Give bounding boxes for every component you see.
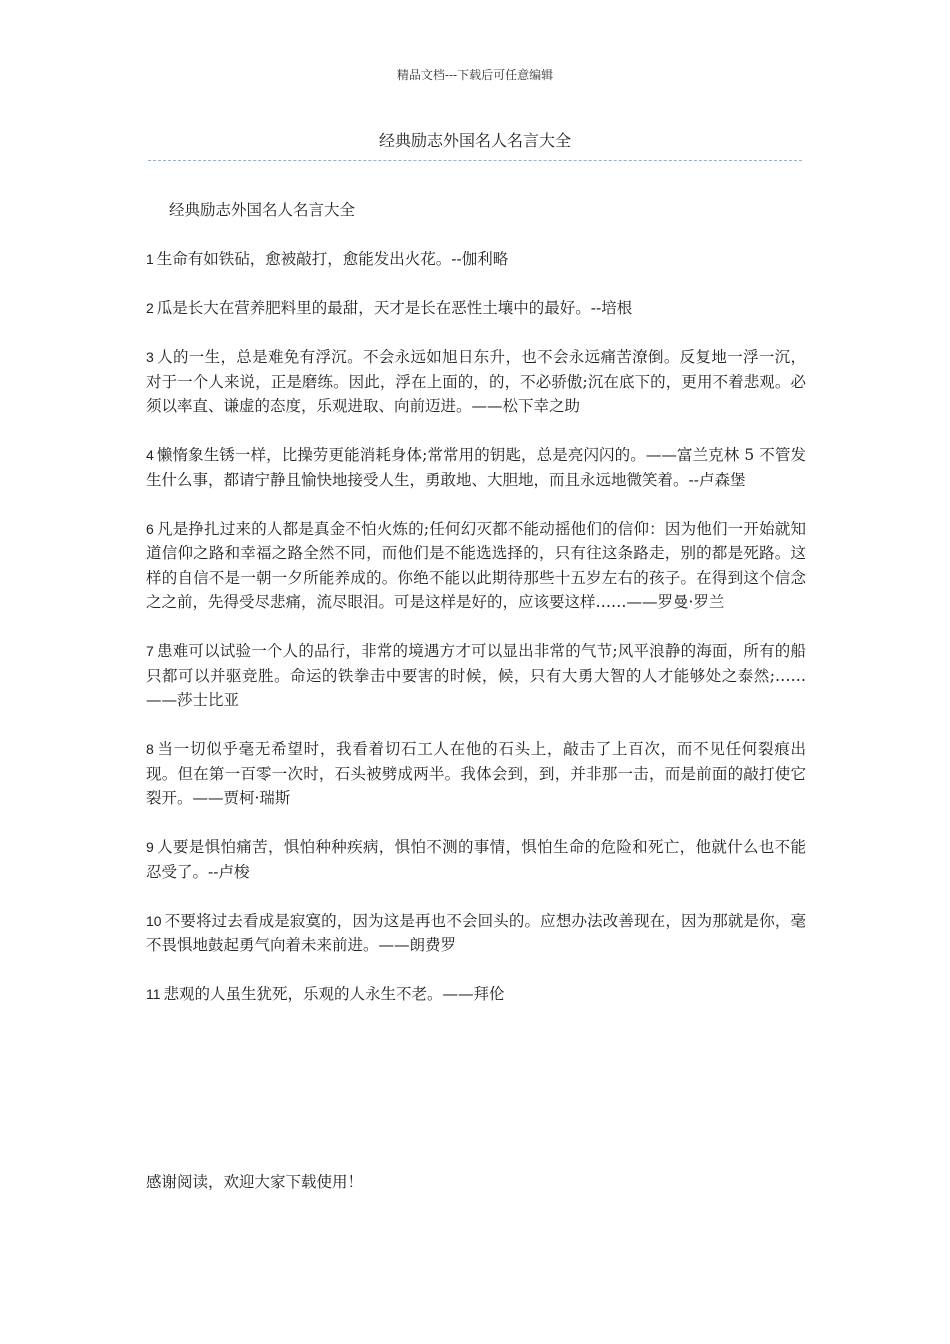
quote-paragraph	[146, 835, 806, 884]
quote-number: 11	[146, 986, 161, 1002]
quote-paragraph	[146, 639, 806, 713]
quote-paragraph	[146, 247, 806, 272]
quote-text: 人的一生，总是难免有浮沉。不会永远如旭日东升，也不会永远痛苦潦倒。反复地一浮一沉，对于一个人来说，正是磨练。因此，浮在上面的，的，不必骄傲;沉在底下的，更用不着悲观。必须以率直、谦虚的态度，乐观进取、向前迈进。——松下幸之助	[146, 348, 806, 415]
quote-text: 瓜是长大在营养肥料里的最甜，天才是长在恶性土壤中的最好。--培根	[156, 299, 633, 317]
quote-paragraph	[146, 443, 806, 492]
quote-paragraph	[146, 982, 806, 1007]
quote-number: 10	[146, 912, 162, 929]
quote-paragraph	[146, 737, 806, 811]
document-subtitle: 经典励志外国名人名言大全	[169, 201, 356, 219]
document-title: 经典励志外国名人名言大全	[378, 131, 571, 150]
quote-paragraph	[146, 517, 806, 615]
quote-text: 悲观的人虽生犹死，乐观的人永生不老。——拜伦	[163, 985, 505, 1003]
document-body	[146, 198, 806, 1031]
quote-number: 9	[146, 839, 154, 855]
quote-number: 3	[146, 349, 154, 365]
quote-paragraph	[146, 909, 806, 958]
quote-text: 患难可以试验一个人的品行，非常的境遇方才可以显出非常的气节;风平浪静的海面，所有的船只都可以并驱竞胜。命运的铁拳击中要害的时候，候，只有大勇大智的人才能够处之泰然;……——莎士比亚	[146, 642, 806, 709]
header-note: 精品文档---下载后可任意编辑	[396, 68, 554, 82]
quote-text: 凡是挣扎过来的人都是真金不怕火炼的;任何幻灭都不能动摇他们的信仰：因为他们一开始就知道信仰之路和幸福之路全然不同，而他们是不能选选择的，只有往这条路走，别的都是死路。这样的自信不是一朝一夕所能养成的。你绝不能以此期待那些十五岁左右的孩子。在得到这个信念之之前，先得受尽悲痛，流尽眼泪。可是这样是好的，应该要这样……——罗曼·罗兰	[146, 519, 806, 611]
quote-number: 6	[146, 520, 154, 537]
quote-number: 4	[146, 447, 154, 463]
quote-number: 2	[146, 300, 154, 316]
title-divider	[148, 160, 802, 161]
quote-paragraph	[146, 345, 806, 419]
thanks-note: 感谢阅读，欢迎大家下载使用！	[146, 1173, 364, 1191]
quote-number: 7	[146, 643, 154, 659]
quote-number: 1	[146, 251, 154, 267]
quote-text: 不要将过去看成是寂寞的，因为这是再也不会回头的。应想办法改善现在，因为那就是你，毫不畏惧地鼓起勇气向着未来前进。——朗费罗	[146, 911, 806, 954]
quote-paragraph	[146, 296, 806, 321]
quote-text: 人要是惧怕痛苦，惧怕种种疾病，惧怕不测的事情，惧怕生命的危险和死亡，他就什么也不能忍受了。--卢梭	[146, 838, 806, 881]
quote-number: 8	[146, 741, 154, 757]
quote-text: 生命有如铁砧，愈被敲打，愈能发出火花。--伽利略	[156, 250, 509, 268]
quote-text: 当一切似乎毫无希望时，我看着切石工人在他的石头上，敲击了上百次，而不见任何裂痕出现。但在第一百零一次时，石头被劈成两半。我体会到，到，并非那一击，而是前面的敲打使它裂开。——贾柯·瑞斯	[146, 740, 806, 807]
quote-text: 懒惰象生锈一样，比操劳更能消耗身体;常常用的钥匙，总是亮闪闪的。——富兰克林 5 不管发生什么事，都请宁静且愉快地接受人生，勇敢地、大胆地，而且永远地微笑着。--卢森堡	[146, 446, 806, 489]
